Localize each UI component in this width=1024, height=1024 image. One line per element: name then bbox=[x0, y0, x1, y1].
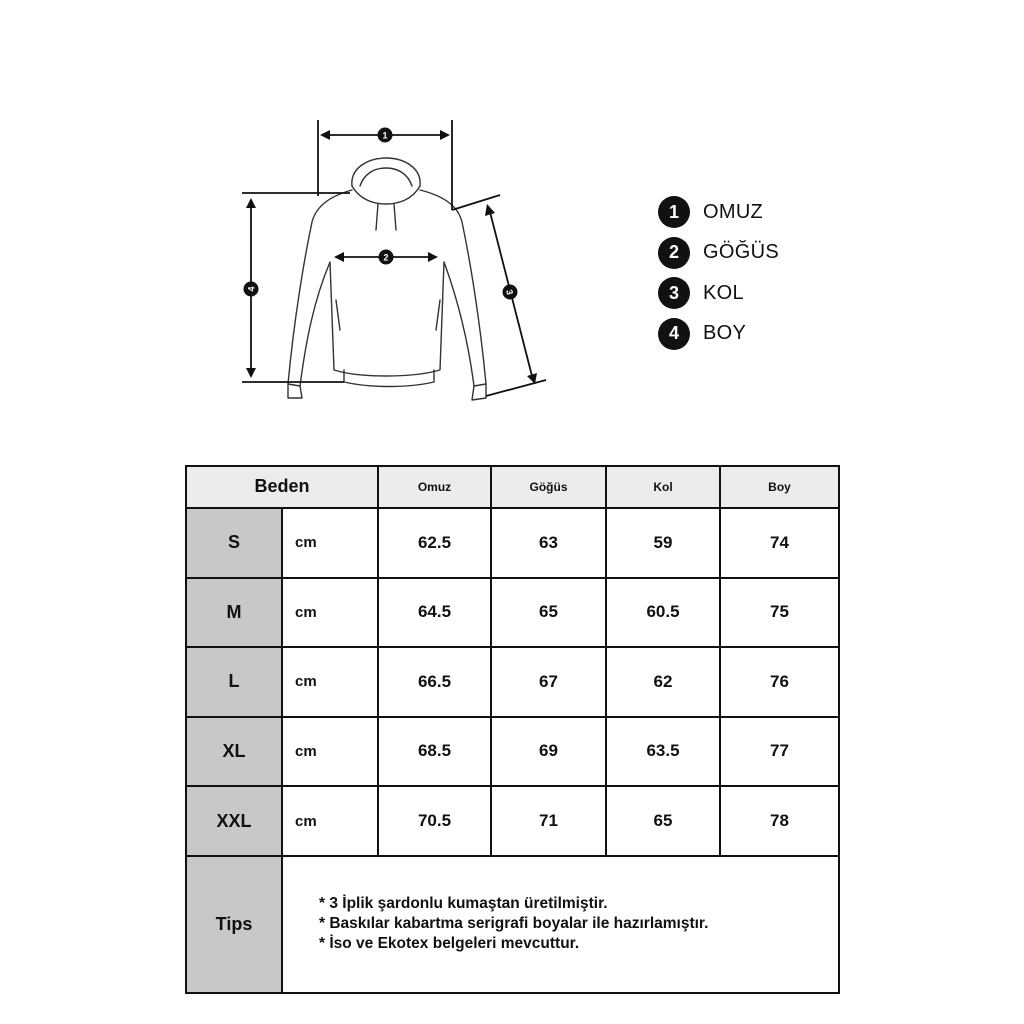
tip-line: * 3 İplik şardonlu kumaştan üretilmiştir. bbox=[319, 895, 608, 913]
omuz-value: 68.5 bbox=[378, 717, 491, 787]
legend-item-kol bbox=[658, 273, 779, 314]
tip-line: * İso ve Ekotex belgeleri mevcuttur. bbox=[319, 935, 580, 953]
tips-row bbox=[186, 856, 839, 993]
boy-value: 78 bbox=[720, 786, 839, 856]
legend-item-boy bbox=[658, 314, 779, 355]
table-row bbox=[186, 717, 839, 787]
header-gogus: Göğüs bbox=[491, 466, 606, 508]
kol-value: 65 bbox=[606, 786, 720, 856]
kol-value: 63.5 bbox=[606, 717, 720, 787]
legend-item-omuz bbox=[658, 192, 779, 233]
legend-label: GÖĞÜS bbox=[703, 241, 779, 264]
header-kol: Kol bbox=[606, 466, 720, 508]
marker-3: 3 bbox=[504, 288, 515, 296]
gogus-value: 63 bbox=[491, 508, 606, 578]
legend-label: KOL bbox=[703, 281, 744, 304]
gogus-value: 71 bbox=[491, 786, 606, 856]
hoodie-measurement-diagram bbox=[236, 110, 556, 410]
unit-cell: cm bbox=[282, 508, 378, 578]
kol-value: 60.5 bbox=[606, 578, 720, 648]
header-omuz: Omuz bbox=[378, 466, 491, 508]
header-beden: Beden bbox=[186, 466, 378, 508]
marker-1: 1 bbox=[382, 130, 388, 141]
omuz-value: 70.5 bbox=[378, 786, 491, 856]
marker-2: 2 bbox=[383, 252, 389, 263]
measurement-legend bbox=[658, 192, 779, 354]
gogus-value: 65 bbox=[491, 578, 606, 648]
tips-cell bbox=[282, 856, 839, 993]
size-cell: S bbox=[186, 508, 282, 578]
boy-value: 74 bbox=[720, 508, 839, 578]
legend-item-gogus bbox=[658, 233, 779, 274]
size-cell: M bbox=[186, 578, 282, 648]
kol-value: 62 bbox=[606, 647, 720, 717]
table-row bbox=[186, 647, 839, 717]
header-boy: Boy bbox=[720, 466, 839, 508]
omuz-value: 64.5 bbox=[378, 578, 491, 648]
boy-value: 77 bbox=[720, 717, 839, 787]
size-chart-table bbox=[185, 465, 840, 994]
unit-cell: cm bbox=[282, 578, 378, 648]
unit-cell: cm bbox=[282, 786, 378, 856]
legend-number-badge: 4 bbox=[658, 318, 690, 350]
legend-number-badge: 3 bbox=[658, 277, 690, 309]
omuz-value: 62.5 bbox=[378, 508, 491, 578]
table-header-row bbox=[186, 466, 839, 508]
tips-label: Tips bbox=[186, 856, 282, 993]
gogus-value: 69 bbox=[491, 717, 606, 787]
legend-number-badge: 1 bbox=[658, 196, 690, 228]
size-cell: L bbox=[186, 647, 282, 717]
unit-cell: cm bbox=[282, 647, 378, 717]
omuz-value: 66.5 bbox=[378, 647, 491, 717]
table-row bbox=[186, 578, 839, 648]
unit-cell: cm bbox=[282, 717, 378, 787]
size-cell: XL bbox=[186, 717, 282, 787]
size-cell: XXL bbox=[186, 786, 282, 856]
table-row bbox=[186, 786, 839, 856]
legend-label: OMUZ bbox=[703, 200, 764, 223]
tip-line: * Baskılar kabartma serigrafi boyalar ile hazırlamıştır. bbox=[319, 915, 709, 933]
boy-value: 75 bbox=[720, 578, 839, 648]
boy-value: 76 bbox=[720, 647, 839, 717]
legend-label: BOY bbox=[703, 322, 747, 345]
gogus-value: 67 bbox=[491, 647, 606, 717]
table-row bbox=[186, 508, 839, 578]
legend-number-badge: 2 bbox=[658, 237, 690, 269]
marker-4: 4 bbox=[246, 286, 257, 292]
kol-value: 59 bbox=[606, 508, 720, 578]
